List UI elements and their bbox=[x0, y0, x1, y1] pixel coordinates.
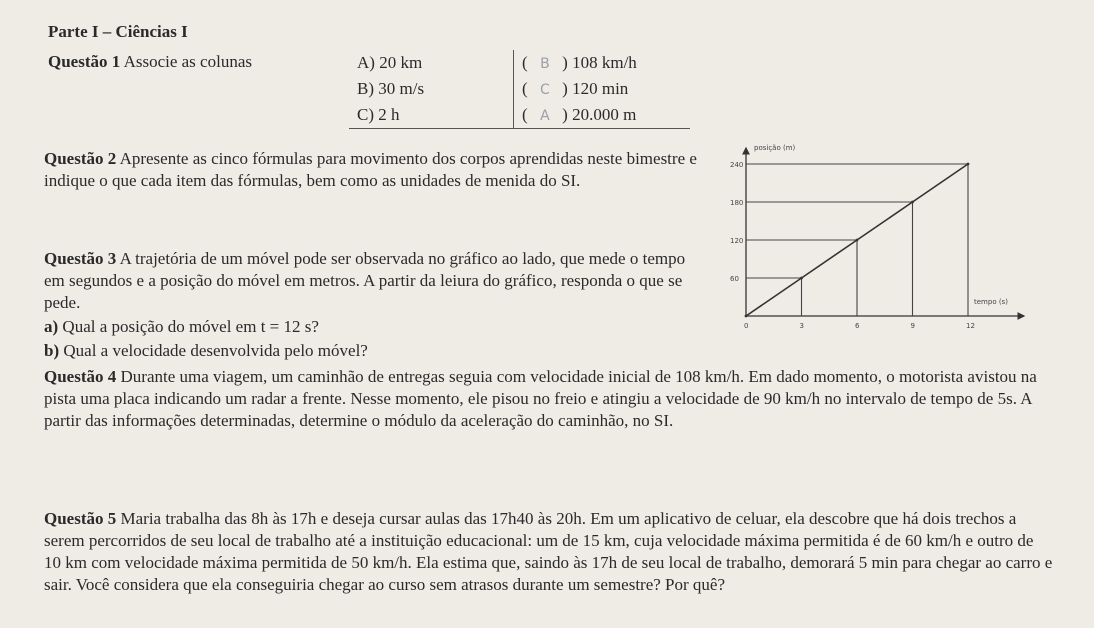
question-3a bbox=[44, 316, 319, 338]
question-3 bbox=[44, 248, 704, 314]
question-4-title: Questão 4 bbox=[44, 367, 117, 386]
x-tick-label: 0 bbox=[744, 322, 749, 330]
question-3b-text: Qual a velocidade desenvolvida pelo móvel? bbox=[63, 341, 368, 360]
question-5-text: Maria trabalha das 8h às 17h e deseja cursar aulas das 17h40 às 20h. Em um aplicativo de celuar, ela descobre que há dois trechos a serem percorridos de seu local de trabalho até a instituição educacional: um de 15 km, cuja velocidade máxima permitida é de 60 km/h e outro de 10 km com velocidade máxima permitida de 50 km/h. Ela estima que, saindo às 17h de seu local de trabalho, demorará 5 min para chegar ao carro e sair. Você considera que ela conseguiria chegar ao curso sem atrasos durante um semestre? Por quê? bbox=[44, 509, 1053, 594]
x-tick-label: 9 bbox=[910, 322, 915, 330]
y-tick-label: 180 bbox=[730, 199, 744, 208]
right-item: 20.000 m bbox=[572, 105, 637, 124]
y-tick-label: 240 bbox=[730, 161, 744, 170]
x-tick-label: 6 bbox=[855, 322, 860, 330]
association-table bbox=[349, 50, 690, 129]
right-item: 108 km/h bbox=[572, 53, 637, 72]
question-3b-label: b) bbox=[44, 341, 60, 360]
x-axis-label: tempo (s) bbox=[974, 298, 1008, 306]
question-2-title: Questão 2 bbox=[44, 149, 117, 168]
question-3-text: A trajetória de um móvel pode ser observada no gráfico ao lado, que mede o tempo em segundos e a posição do móvel em metros. A partir da leiura do gráfico, responda o que se pede. bbox=[44, 249, 686, 312]
y-tick-label: 60 bbox=[730, 275, 739, 284]
left-item: B) 30 m/s bbox=[349, 76, 514, 102]
question-4-text: Durante uma viagem, um caminhão de entregas seguia com velocidade inicial de 108 km/h. Em dado momento, o motorista avistou na pista uma placa indicando um radar a frente. Nesse momento, ele pisou no freio e atingiu a velocidade de 90 km/h no intervalo de tempo de 5s. A partir das informações determinadas, determine o módulo da aceleração do caminhão, no SI. bbox=[44, 367, 1037, 430]
right-item-cell: ( A ) 20.000 m bbox=[514, 102, 691, 129]
x-tick-label: 3 bbox=[799, 322, 804, 330]
y-tick-label: 120 bbox=[730, 237, 744, 246]
question-1-title: Questão 1 bbox=[48, 52, 121, 71]
association-row bbox=[349, 76, 690, 102]
question-2-text: Apresente as cinco fórmulas para movimento dos corpos aprendidas neste bimestre e indique o que cada item das fórmulas, bem como as unidades de menida do SI. bbox=[44, 149, 697, 190]
answer-mark: C bbox=[540, 82, 550, 98]
x-tick-label: 12 bbox=[966, 322, 975, 330]
left-item: A) 20 km bbox=[349, 50, 514, 76]
question-3b bbox=[44, 340, 368, 362]
question-1 bbox=[48, 52, 252, 72]
answer-mark: A bbox=[540, 108, 550, 124]
association-row bbox=[349, 102, 690, 129]
left-item: C) 2 h bbox=[349, 102, 514, 129]
right-item-cell: ( C ) 120 min bbox=[522, 79, 629, 98]
right-item: 120 min bbox=[572, 79, 629, 98]
question-3-title: Questão 3 bbox=[44, 249, 117, 268]
question-5 bbox=[44, 508, 1054, 596]
question-3a-label: a) bbox=[44, 317, 59, 336]
y-axis-label: posição (m) bbox=[754, 144, 796, 152]
right-item-cell: ( B ) 108 km/h bbox=[522, 53, 637, 72]
position-time-chart bbox=[712, 138, 1030, 338]
question-1-text: Associe as colunas bbox=[123, 52, 252, 71]
question-4 bbox=[44, 366, 1054, 432]
question-5-title: Questão 5 bbox=[44, 509, 117, 528]
answer-mark: B bbox=[540, 56, 550, 72]
question-2 bbox=[44, 148, 704, 192]
page-header: Parte I – Ciências I bbox=[48, 22, 188, 41]
association-row bbox=[349, 50, 690, 76]
question-3a-text: Qual a posição do móvel em t = 12 s? bbox=[62, 317, 319, 336]
